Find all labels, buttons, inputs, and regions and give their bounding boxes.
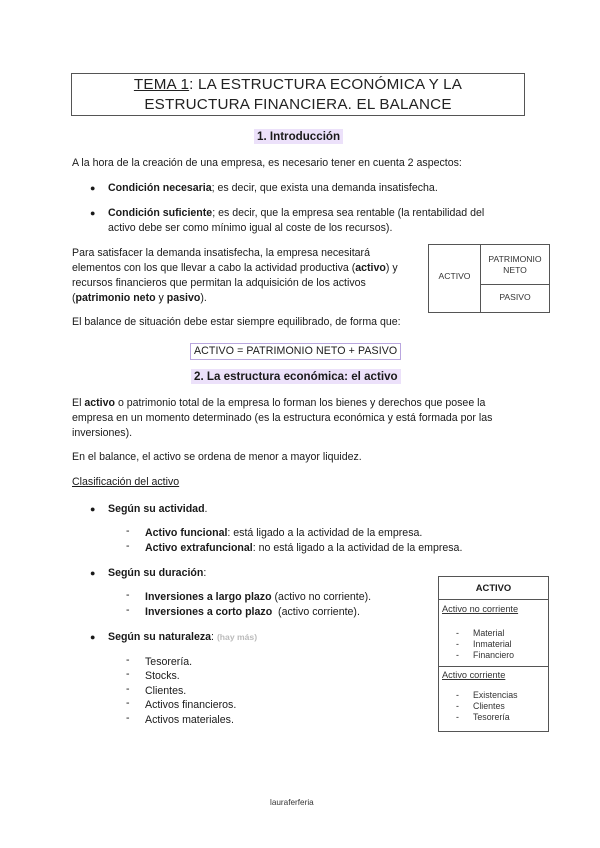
nc-item: Inmaterial bbox=[473, 639, 512, 649]
dash-icon: - bbox=[126, 540, 130, 552]
item-activos-financieros: Activos financieros. bbox=[145, 699, 237, 711]
balance-formula: ACTIVO = PATRIMONIO NETO + PASIVO bbox=[190, 343, 401, 360]
dash-icon: - bbox=[126, 654, 130, 666]
section-heading-estructura-economica: 2. La estructura económica: el activo bbox=[191, 369, 401, 384]
section-heading-introduccion: 1. Introducción bbox=[254, 129, 343, 144]
title-line1: : LA ESTRUCTURA ECONÓMICA Y LA bbox=[189, 76, 463, 93]
divider bbox=[439, 599, 548, 600]
balance-pasivo-label: PASIVO bbox=[499, 292, 531, 302]
dash-icon: - bbox=[126, 604, 130, 616]
bullet-icon: ● bbox=[90, 183, 96, 193]
activo-corriente-label: Activo corriente bbox=[442, 670, 506, 680]
item-tesoreria: Tesorería. bbox=[145, 656, 193, 668]
bullet-icon: ● bbox=[90, 504, 96, 514]
bullet-icon: ● bbox=[90, 568, 96, 578]
item-activo-extrafuncional: Activo extrafuncional: no está ligado a la actividad de la empresa. bbox=[145, 542, 463, 554]
activo-definition-cont: empresa en un momento determinado (es la estructura económica y está formada por las bbox=[72, 412, 493, 424]
balance-activo-label: ACTIVO bbox=[438, 271, 471, 281]
bullet-icon: ● bbox=[90, 632, 96, 642]
dash-icon: - bbox=[456, 690, 459, 700]
item-activos-materiales: Activos materiales. bbox=[145, 714, 234, 726]
liquidez-sentence: En el balance, el activo se ordena de menor a mayor liquidez. bbox=[72, 451, 362, 463]
para-line: (patrimonio neto y pasivo). bbox=[72, 292, 207, 304]
bullet-condicion-necesaria: Condición necesaria; es decir, que exista una demanda insatisfecha. bbox=[108, 182, 438, 194]
group-naturaleza: Según su naturaleza: (hay más) bbox=[108, 631, 258, 643]
dash-icon: - bbox=[126, 668, 130, 680]
item-clientes: Clientes. bbox=[145, 685, 187, 697]
item-largo-plazo: Inversiones a largo plazo (activo no corriente). bbox=[145, 591, 372, 603]
group-actividad: Según su actividad. bbox=[108, 503, 208, 515]
dash-icon: - bbox=[456, 712, 459, 722]
item-stocks: Stocks. bbox=[145, 670, 180, 682]
bullet-icon: ● bbox=[90, 208, 96, 218]
dash-icon: - bbox=[126, 712, 130, 724]
item-activo-funcional: Activo funcional: está ligado a la actividad de la empresa. bbox=[145, 527, 423, 539]
divider bbox=[480, 284, 549, 285]
activo-definition-cont: inversiones). bbox=[72, 427, 133, 439]
activo-diagram bbox=[438, 576, 549, 732]
balance-patrimonio-label: PATRIMONIO bbox=[488, 254, 542, 264]
page-title bbox=[71, 73, 525, 116]
bullet-condicion-suficiente-cont: activo debe ser como mínimo igual al coste de los recursos). bbox=[108, 222, 393, 234]
dash-icon: - bbox=[126, 683, 130, 695]
dash-icon: - bbox=[456, 639, 459, 649]
balance-neto-label: NETO bbox=[503, 265, 527, 275]
divider bbox=[439, 666, 548, 667]
activo-definition: El activo o patrimonio total de la empresa lo forman los bienes y derechos que posee la bbox=[72, 397, 486, 409]
intro-text: A la hora de la creación de una empresa, es necesario tener en cuenta 2 aspectos: bbox=[72, 157, 462, 169]
clasificacion-subheading: Clasificación del activo bbox=[72, 476, 180, 488]
para-line: elementos con los que llevar a cabo la actividad productiva (activo) y bbox=[72, 262, 398, 274]
dash-icon: - bbox=[126, 697, 130, 709]
dash-icon: - bbox=[456, 701, 459, 711]
title-line2: ESTRUCTURA FINANCIERA. EL BALANCE bbox=[144, 96, 452, 113]
c-item: Clientes bbox=[473, 701, 505, 711]
activo-diagram-header: ACTIVO bbox=[475, 582, 512, 593]
dash-icon: - bbox=[456, 650, 459, 660]
item-corto-plazo: Inversiones a corto plazo (activo corriente). bbox=[145, 606, 360, 618]
nc-item: Financiero bbox=[473, 650, 515, 660]
footer-author: lauraferferia bbox=[270, 798, 314, 807]
nc-item: Material bbox=[473, 628, 505, 638]
dash-icon: - bbox=[126, 589, 130, 601]
dash-icon: - bbox=[126, 525, 130, 537]
bullet-condicion-suficiente: Condición suficiente; es decir, que la empresa sea rentable (la rentabilidad del bbox=[108, 207, 485, 219]
balance-diagram bbox=[428, 244, 550, 313]
title-prefix: TEMA 1 bbox=[133, 76, 190, 93]
c-item: Existencias bbox=[473, 690, 518, 700]
activo-no-corriente-label: Activo no corriente bbox=[442, 604, 519, 614]
group-duracion: Según su duración: bbox=[108, 567, 207, 579]
dash-icon: - bbox=[456, 628, 459, 638]
balance-sentence: El balance de situación debe estar siempre equilibrado, de forma que: bbox=[72, 316, 401, 328]
c-item: Tesorería bbox=[473, 712, 510, 722]
para-line: Para satisfacer la demanda insatisfecha, la empresa necesitará bbox=[72, 247, 370, 259]
para-line: recursos financieros que permitan la adquisición de los activos bbox=[72, 277, 366, 289]
